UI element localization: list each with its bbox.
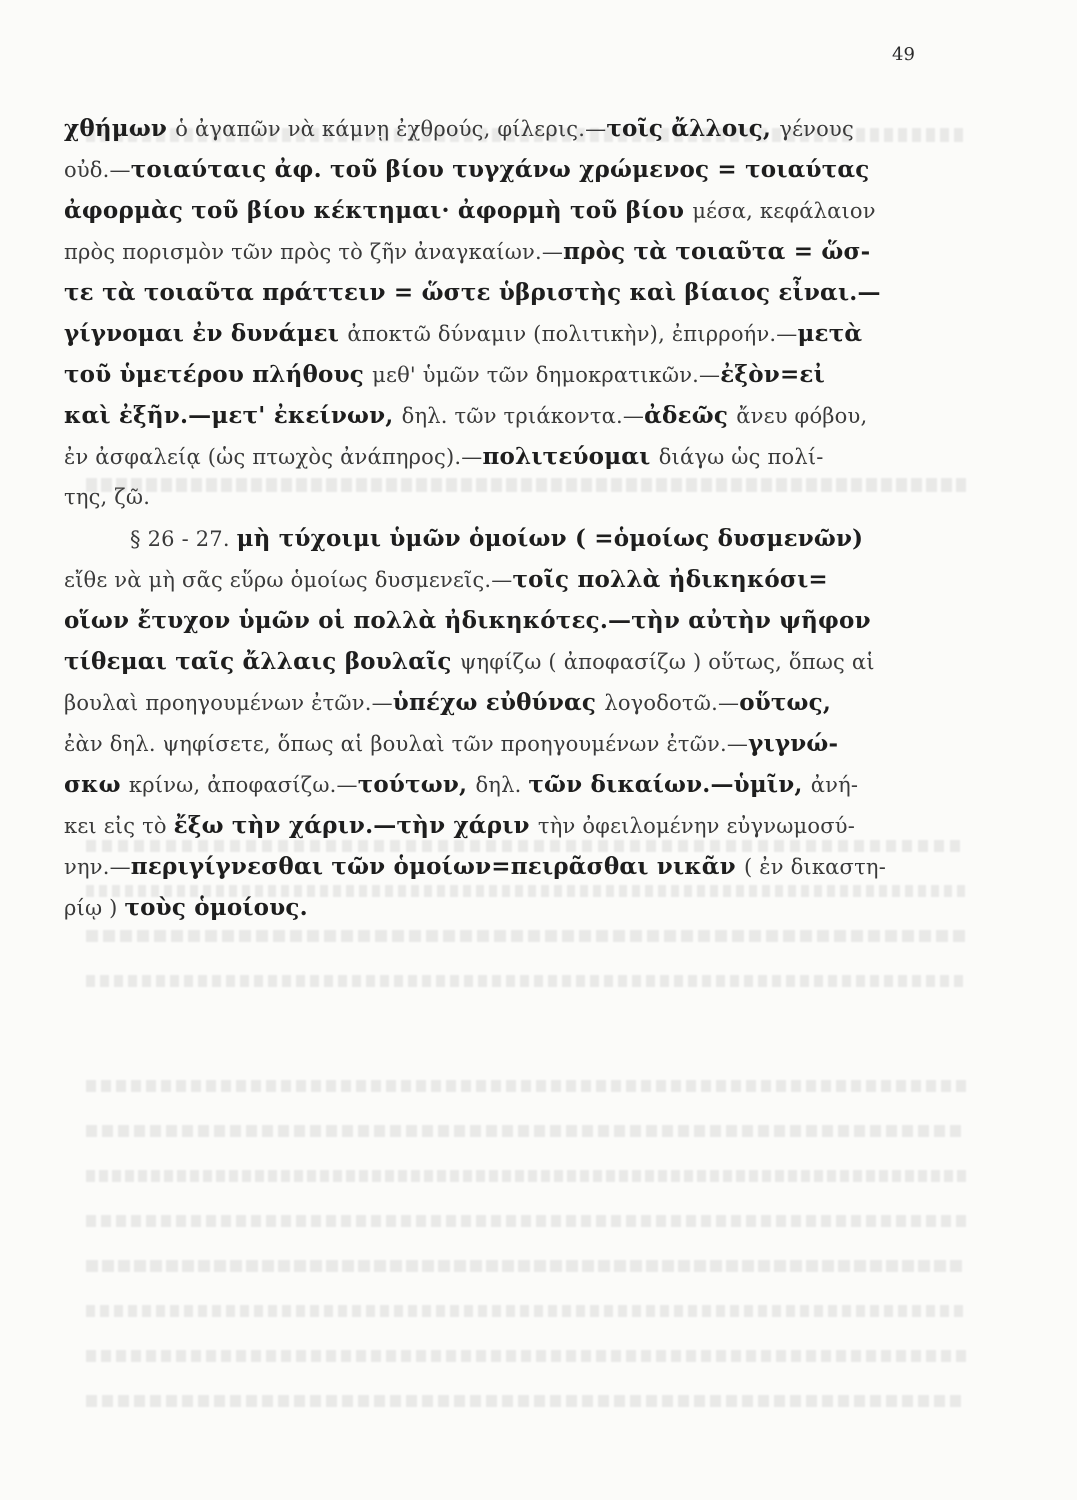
bleed-through-line [86,1350,966,1362]
text-line [64,108,944,149]
lemma-text: ὑπέχω εὐθύνας [392,689,605,716]
lemma-text: σκω [64,771,129,798]
lemma-text: οἵων ἔτυχον ὑμῶν οἱ πολλὰ ἠδικηκότες.—τὴν αὐτὴν ψῆφον [64,607,871,634]
gloss-text: της, ζῶ. [64,485,151,509]
text-line [64,846,944,887]
lemma-text: τε τὰ τοιαῦτα πράττειν = ὥστε ὑβριστὴς καὶ βίαιος εἶναι.— [64,279,881,306]
gloss-text: ἐν ἀσφαλείᾳ (ὡς πτωχὸς ἀνάπηρος).— [64,445,483,469]
bleed-through-line [86,1215,966,1227]
gloss-text: εἴθε νὰ μὴ σᾶς εὕρω ὁμοίως δυσμενεῖς.— [64,568,513,592]
lemma-text: ἐξὸν=εἰ [720,361,825,388]
gloss-text: δηλ. [475,773,529,797]
page-number: 49 [892,44,915,65]
lemma-text: τοιαύταις ἀφ. τοῦ βίου τυγχάνω χρώμενος = τοιαύτας [130,156,870,183]
bleed-through-line [86,1080,966,1092]
text-line [64,887,944,928]
bleed-through-line [86,1305,966,1317]
bleed-through-line [86,1260,966,1272]
text-line [64,272,944,313]
text-line [64,436,944,477]
gloss-text: λογοδοτῶ.— [604,691,740,715]
lemma-text: μὴ τύχοιμι ὑμῶν ὁμοίων ( =ὁμοίως δυσμενῶν) [236,525,864,552]
gloss-text: ὁ ἀγαπῶν νὰ κάμνῃ ἐχθρούς, φίλερις.— [175,117,607,141]
text-line [64,190,944,231]
text-line [64,395,944,436]
gloss-text: οὐδ.— [64,158,131,182]
bleed-through-line [86,1170,966,1182]
lemma-text: μετὰ [797,320,863,347]
text-line [64,313,944,354]
gloss-text: βουλαὶ προηγουμένων ἐτῶν.— [64,691,393,715]
lemma-text: πολιτεύομαι [482,443,659,470]
gloss-text: κρίνω, ἀποφασίζω.— [128,773,358,797]
lemma-text: τοῖς ἄλλοις, [606,115,780,142]
gloss-text: κει εἰς τὸ [64,814,174,838]
bleed-through-line [86,975,966,987]
gloss-text: ἀποκτῶ δύναμιν (πολιτικὴν), ἐπιρροήν.— [347,322,798,346]
text-line [64,518,944,559]
gloss-text: νην.— [64,855,131,879]
text-line [64,600,944,641]
lemma-text: γιγνώ- [748,730,839,757]
lemma-text: ἀδεῶς [644,402,737,429]
text-line [64,559,944,600]
lemma-text: τοῖς πολλὰ ἠδικηκόσι= [512,566,828,593]
lemma-text: καὶ ἐξῆν.—μετ' ἐκείνων, [64,402,402,429]
gloss-text: τὴν ὀφειλομένην εὐγνωμοσύ- [537,814,856,838]
lemma-text: οὕτως, [739,689,832,716]
lemma-text: ἀφορμὰς τοῦ βίου κέκτημαι· ἀφορμὴ τοῦ βίου [64,197,693,224]
bleed-through-line [86,1125,966,1137]
gloss-text: μέσα, κεφάλαιον [692,199,876,223]
lemma-text: τοῦ ὑμετέρου πλήθους [64,361,373,388]
text-line [64,354,944,395]
text-line [64,477,944,518]
gloss-text: ψηφίζω ( ἀποφασίζω ) οὕτως, ὅπως αἱ [459,650,875,674]
text-line [64,764,944,805]
lemma-text: γίγνομαι ἐν δυνάμει [64,320,348,347]
body-text [64,108,944,928]
gloss-text: δηλ. τῶν τριάκοντα.— [401,404,645,428]
gloss-text: πρὸς πορισμὸν τῶν πρὸς τὸ ζῆν ἀναγκαίων.— [64,240,564,264]
gloss-text: ἀνή- [810,773,859,797]
gloss-text: μεθ' ὑμῶν τῶν δημοκρατικῶν.— [372,363,721,387]
gloss-text: § 26 - 27. [130,527,237,551]
bleed-through-line [86,930,966,942]
gloss-text: ρίῳ ) [64,896,125,920]
gloss-text: διάγω ὡς πολί- [658,445,824,469]
gloss-text: ( ἐν δικαστη- [744,855,886,879]
lemma-text: τῶν δικαίων.—ὑμῖν, [528,771,811,798]
text-line [64,682,944,723]
lemma-text: τοὺς ὁμοίους. [124,894,308,921]
text-line [64,723,944,764]
text-line [64,641,944,682]
text-line [64,231,944,272]
text-line [64,805,944,846]
text-line [64,149,944,190]
lemma-text: ἔξω τὴν χάριν.—τὴν χάριν [173,812,538,839]
bleed-through-line [86,1395,966,1407]
lemma-text: τούτων, [357,771,476,798]
lemma-text: τίθεμαι ταῖς ἄλλαις βουλαῖς [64,648,460,675]
gloss-text: ἐὰν δηλ. ψηφίσετε, ὅπως αἱ βουλαὶ τῶν προηγουμένων ἐτῶν.— [64,732,749,756]
lemma-text: περιγίγνεσθαι τῶν ὁμοίων=πειρᾶσθαι νικᾶν [130,853,744,880]
lemma-text: χθήμων [64,115,176,142]
lemma-text: πρὸς τὰ τοιαῦτα = ὥσ- [563,238,871,265]
gloss-text: γένους [779,117,854,141]
gloss-text: ἄνευ φόβου, [736,404,868,428]
